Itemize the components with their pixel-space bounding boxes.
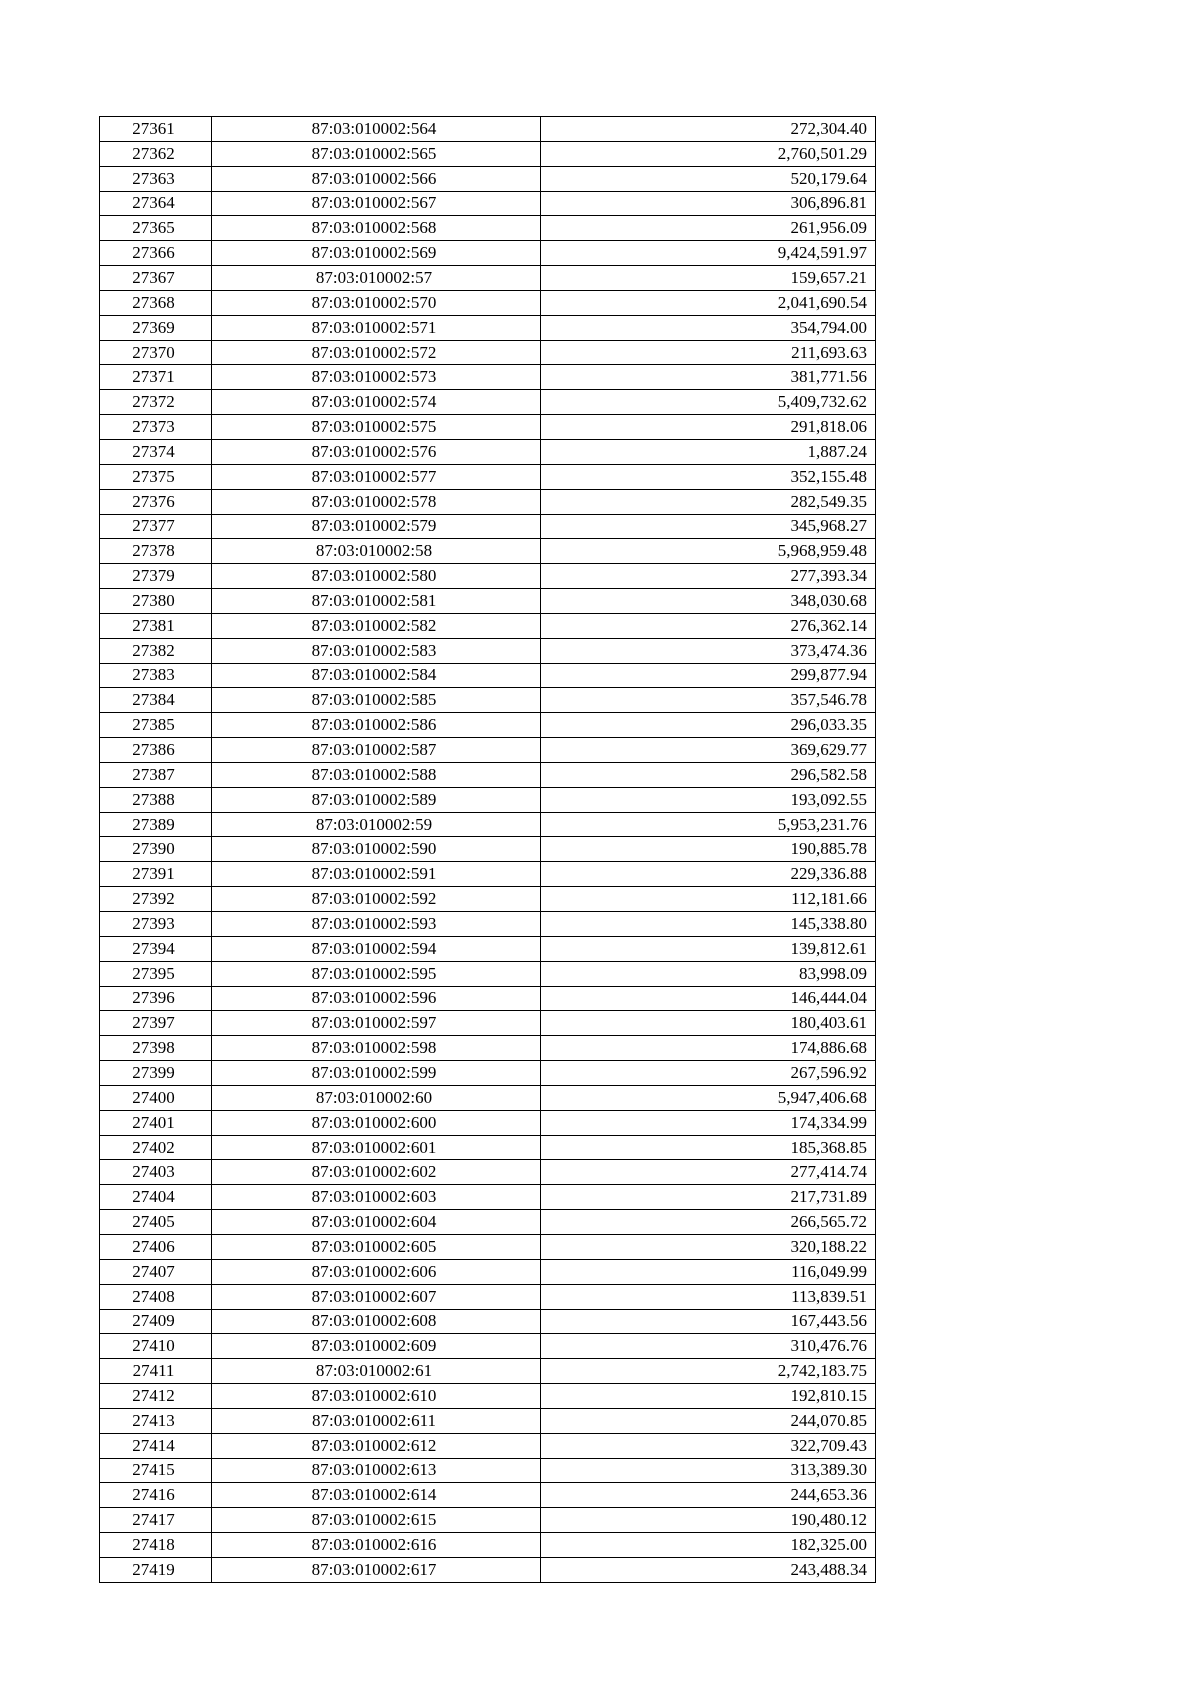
row-number-cell: 27411: [100, 1359, 212, 1384]
table-row: [100, 1384, 876, 1409]
cadastral-number-cell: 87:03:010002:581: [212, 589, 541, 614]
row-number-cell: 27387: [100, 762, 212, 787]
cadastral-number-cell: 87:03:010002:567: [212, 191, 541, 216]
table-row: [100, 663, 876, 688]
row-number-cell: 27393: [100, 912, 212, 937]
row-number-cell: 27372: [100, 390, 212, 415]
cadastral-number-cell: 87:03:010002:576: [212, 439, 541, 464]
row-number-cell: 27418: [100, 1533, 212, 1558]
row-number-cell: 27366: [100, 241, 212, 266]
cadastral-number-cell: 87:03:010002:584: [212, 663, 541, 688]
cadastral-number-cell: 87:03:010002:59: [212, 812, 541, 837]
row-number-cell: 27409: [100, 1309, 212, 1334]
row-number-cell: 27417: [100, 1508, 212, 1533]
row-number-cell: 27363: [100, 166, 212, 191]
table-row: [100, 1185, 876, 1210]
cadastral-number-cell: 87:03:010002:597: [212, 1011, 541, 1036]
row-number-cell: 27415: [100, 1458, 212, 1483]
cadastral-number-cell: 87:03:010002:573: [212, 365, 541, 390]
table-row: [100, 315, 876, 340]
table-row: [100, 762, 876, 787]
cadastral-value-cell: 2,041,690.54: [541, 290, 876, 315]
table-row: [100, 912, 876, 937]
row-number-cell: 27383: [100, 663, 212, 688]
table-row: [100, 986, 876, 1011]
cadastral-number-cell: 87:03:010002:610: [212, 1384, 541, 1409]
row-number-cell: 27396: [100, 986, 212, 1011]
cadastral-value-cell: 2,742,183.75: [541, 1359, 876, 1384]
table-row: [100, 936, 876, 961]
cadastral-value-cell: 229,336.88: [541, 862, 876, 887]
cadastral-value-cell: 296,582.58: [541, 762, 876, 787]
cadastral-value-cell: 174,886.68: [541, 1036, 876, 1061]
row-number-cell: 27408: [100, 1284, 212, 1309]
table-row: [100, 141, 876, 166]
table-row: [100, 837, 876, 862]
table-row: [100, 1085, 876, 1110]
row-number-cell: 27382: [100, 638, 212, 663]
row-number-cell: 27416: [100, 1483, 212, 1508]
table-row: [100, 713, 876, 738]
cadastral-value-cell: 9,424,591.97: [541, 241, 876, 266]
row-number-cell: 27379: [100, 564, 212, 589]
cadastral-value-cell: 5,947,406.68: [541, 1085, 876, 1110]
cadastral-number-cell: 87:03:010002:600: [212, 1110, 541, 1135]
table-row: [100, 1210, 876, 1235]
cadastral-number-cell: 87:03:010002:61: [212, 1359, 541, 1384]
table-row: [100, 266, 876, 291]
row-number-cell: 27380: [100, 589, 212, 614]
cadastral-number-cell: 87:03:010002:568: [212, 216, 541, 241]
cadastral-number-cell: 87:03:010002:57: [212, 266, 541, 291]
table-row: [100, 166, 876, 191]
cadastral-number-cell: 87:03:010002:592: [212, 887, 541, 912]
row-number-cell: 27389: [100, 812, 212, 837]
row-number-cell: 27407: [100, 1259, 212, 1284]
cadastral-value-cell: 217,731.89: [541, 1185, 876, 1210]
row-number-cell: 27361: [100, 117, 212, 142]
cadastral-number-cell: 87:03:010002:588: [212, 762, 541, 787]
row-number-cell: 27410: [100, 1334, 212, 1359]
cadastral-value-cell: 192,810.15: [541, 1384, 876, 1409]
cadastral-value-cell: 357,546.78: [541, 688, 876, 713]
cadastral-number-cell: 87:03:010002:564: [212, 117, 541, 142]
table-row: [100, 365, 876, 390]
cadastral-value-cell: 276,362.14: [541, 613, 876, 638]
cadastral-number-cell: 87:03:010002:599: [212, 1061, 541, 1086]
row-number-cell: 27390: [100, 837, 212, 862]
table-row: [100, 1458, 876, 1483]
row-number-cell: 27365: [100, 216, 212, 241]
cadastral-value-cell: 243,488.34: [541, 1557, 876, 1582]
cadastral-value-cell: 244,070.85: [541, 1408, 876, 1433]
cadastral-value-cell: 5,953,231.76: [541, 812, 876, 837]
cadastral-value-cell: 182,325.00: [541, 1533, 876, 1558]
table-body: [100, 117, 876, 1583]
table-row: [100, 564, 876, 589]
cadastral-value-cell: 112,181.66: [541, 887, 876, 912]
cadastral-value-cell: 83,998.09: [541, 961, 876, 986]
cadastral-value-cell: 145,338.80: [541, 912, 876, 937]
table-row: [100, 589, 876, 614]
cadastral-number-cell: 87:03:010002:571: [212, 315, 541, 340]
cadastral-value-cell: 185,368.85: [541, 1135, 876, 1160]
cadastral-number-cell: 87:03:010002:601: [212, 1135, 541, 1160]
table-row: [100, 1135, 876, 1160]
table-row: [100, 1011, 876, 1036]
cadastral-number-cell: 87:03:010002:598: [212, 1036, 541, 1061]
table-row: [100, 514, 876, 539]
table-row: [100, 1234, 876, 1259]
row-number-cell: 27419: [100, 1557, 212, 1582]
row-number-cell: 27388: [100, 787, 212, 812]
table-row: [100, 1309, 876, 1334]
cadastral-value-cell: 310,476.76: [541, 1334, 876, 1359]
cadastral-number-cell: 87:03:010002:574: [212, 390, 541, 415]
cadastral-number-cell: 87:03:010002:575: [212, 415, 541, 440]
cadastral-number-cell: 87:03:010002:596: [212, 986, 541, 1011]
row-number-cell: 27391: [100, 862, 212, 887]
cadastral-value-cell: 322,709.43: [541, 1433, 876, 1458]
row-number-cell: 27404: [100, 1185, 212, 1210]
table-row: [100, 489, 876, 514]
row-number-cell: 27377: [100, 514, 212, 539]
table-row: [100, 415, 876, 440]
row-number-cell: 27406: [100, 1234, 212, 1259]
cadastral-value-cell: 299,877.94: [541, 663, 876, 688]
cadastral-value-cell: 139,812.61: [541, 936, 876, 961]
row-number-cell: 27405: [100, 1210, 212, 1235]
cadastral-number-cell: 87:03:010002:582: [212, 613, 541, 638]
cadastral-number-cell: 87:03:010002:607: [212, 1284, 541, 1309]
table-row: [100, 688, 876, 713]
row-number-cell: 27384: [100, 688, 212, 713]
table-row: [100, 340, 876, 365]
table-row: [100, 961, 876, 986]
cadastral-number-cell: 87:03:010002:566: [212, 166, 541, 191]
cadastral-value-cell: 113,839.51: [541, 1284, 876, 1309]
cadastral-value-cell: 381,771.56: [541, 365, 876, 390]
cadastral-value-cell: 354,794.00: [541, 315, 876, 340]
cadastral-number-cell: 87:03:010002:579: [212, 514, 541, 539]
row-number-cell: 27368: [100, 290, 212, 315]
table-row: [100, 1061, 876, 1086]
cadastral-number-cell: 87:03:010002:617: [212, 1557, 541, 1582]
cadastral-number-cell: 87:03:010002:60: [212, 1085, 541, 1110]
table-row: [100, 290, 876, 315]
cadastral-number-cell: 87:03:010002:585: [212, 688, 541, 713]
row-number-cell: 27376: [100, 489, 212, 514]
cadastral-number-cell: 87:03:010002:578: [212, 489, 541, 514]
table-row: [100, 1259, 876, 1284]
table-row: [100, 738, 876, 763]
row-number-cell: 27386: [100, 738, 212, 763]
row-number-cell: 27381: [100, 613, 212, 638]
cadastral-number-cell: 87:03:010002:613: [212, 1458, 541, 1483]
cadastral-value-cell: 5,968,959.48: [541, 539, 876, 564]
cadastral-number-cell: 87:03:010002:580: [212, 564, 541, 589]
cadastral-number-cell: 87:03:010002:595: [212, 961, 541, 986]
cadastral-number-cell: 87:03:010002:572: [212, 340, 541, 365]
cadastral-value-cell: 352,155.48: [541, 464, 876, 489]
cadastral-number-cell: 87:03:010002:604: [212, 1210, 541, 1235]
cadastral-value-cell: 261,956.09: [541, 216, 876, 241]
cadastral-number-cell: 87:03:010002:586: [212, 713, 541, 738]
row-number-cell: 27367: [100, 266, 212, 291]
table-row: [100, 191, 876, 216]
table-row: [100, 1359, 876, 1384]
cadastral-number-cell: 87:03:010002:591: [212, 862, 541, 887]
cadastral-value-cell: 348,030.68: [541, 589, 876, 614]
table-row: [100, 1483, 876, 1508]
cadastral-number-cell: 87:03:010002:590: [212, 837, 541, 862]
row-number-cell: 27378: [100, 539, 212, 564]
cadastral-number-cell: 87:03:010002:587: [212, 738, 541, 763]
cadastral-number-cell: 87:03:010002:569: [212, 241, 541, 266]
row-number-cell: 27369: [100, 315, 212, 340]
row-number-cell: 27375: [100, 464, 212, 489]
cadastral-value-cell: 373,474.36: [541, 638, 876, 663]
cadastral-value-cell: 116,049.99: [541, 1259, 876, 1284]
cadastral-number-cell: 87:03:010002:614: [212, 1483, 541, 1508]
table-row: [100, 1408, 876, 1433]
row-number-cell: 27401: [100, 1110, 212, 1135]
row-number-cell: 27373: [100, 415, 212, 440]
cadastral-number-cell: 87:03:010002:58: [212, 539, 541, 564]
table-row: [100, 464, 876, 489]
cadastral-value-cell: 267,596.92: [541, 1061, 876, 1086]
cadastral-number-cell: 87:03:010002:608: [212, 1309, 541, 1334]
row-number-cell: 27398: [100, 1036, 212, 1061]
table-row: [100, 1160, 876, 1185]
table-row: [100, 787, 876, 812]
cadastral-value-cell: 146,444.04: [541, 986, 876, 1011]
row-number-cell: 27364: [100, 191, 212, 216]
cadastral-number-cell: 87:03:010002:589: [212, 787, 541, 812]
cadastral-value-cell: 313,389.30: [541, 1458, 876, 1483]
row-number-cell: 27402: [100, 1135, 212, 1160]
row-number-cell: 27371: [100, 365, 212, 390]
cadastral-value-cell: 369,629.77: [541, 738, 876, 763]
table-row: [100, 539, 876, 564]
table-row: [100, 613, 876, 638]
cadastral-value-cell: 211,693.63: [541, 340, 876, 365]
cadastral-value-cell: 345,968.27: [541, 514, 876, 539]
row-number-cell: 27400: [100, 1085, 212, 1110]
table-row: [100, 1334, 876, 1359]
cadastral-value-cell: 272,304.40: [541, 117, 876, 142]
table-row: [100, 887, 876, 912]
table-row: [100, 1036, 876, 1061]
cadastral-value-cell: 296,033.35: [541, 713, 876, 738]
cadastral-value-cell: 277,414.74: [541, 1160, 876, 1185]
cadastral-value-cell: 277,393.34: [541, 564, 876, 589]
cadastral-value-cell: 174,334.99: [541, 1110, 876, 1135]
cadastral-value-cell: 5,409,732.62: [541, 390, 876, 415]
cadastral-value-table: [99, 116, 876, 1583]
cadastral-value-cell: 266,565.72: [541, 1210, 876, 1235]
cadastral-value-cell: 306,896.81: [541, 191, 876, 216]
table-row: [100, 1110, 876, 1135]
cadastral-value-cell: 291,818.06: [541, 415, 876, 440]
row-number-cell: 27394: [100, 936, 212, 961]
row-number-cell: 27413: [100, 1408, 212, 1433]
cadastral-number-cell: 87:03:010002:565: [212, 141, 541, 166]
cadastral-value-cell: 159,657.21: [541, 266, 876, 291]
cadastral-value-cell: 244,653.36: [541, 1483, 876, 1508]
cadastral-number-cell: 87:03:010002:606: [212, 1259, 541, 1284]
row-number-cell: 27370: [100, 340, 212, 365]
table-row: [100, 216, 876, 241]
row-number-cell: 27392: [100, 887, 212, 912]
table-row: [100, 1557, 876, 1582]
table-row: [100, 1533, 876, 1558]
table-row: [100, 390, 876, 415]
cadastral-number-cell: 87:03:010002:609: [212, 1334, 541, 1359]
table-row: [100, 439, 876, 464]
cadastral-value-cell: 167,443.56: [541, 1309, 876, 1334]
row-number-cell: 27374: [100, 439, 212, 464]
row-number-cell: 27414: [100, 1433, 212, 1458]
cadastral-value-cell: 1,887.24: [541, 439, 876, 464]
table-row: [100, 1433, 876, 1458]
cadastral-number-cell: 87:03:010002:594: [212, 936, 541, 961]
table-row: [100, 117, 876, 142]
cadastral-value-cell: 190,480.12: [541, 1508, 876, 1533]
table-row: [100, 1508, 876, 1533]
cadastral-number-cell: 87:03:010002:603: [212, 1185, 541, 1210]
cadastral-number-cell: 87:03:010002:612: [212, 1433, 541, 1458]
table-row: [100, 1284, 876, 1309]
table-row: [100, 638, 876, 663]
row-number-cell: 27395: [100, 961, 212, 986]
cadastral-value-cell: 2,760,501.29: [541, 141, 876, 166]
row-number-cell: 27399: [100, 1061, 212, 1086]
cadastral-value-cell: 193,092.55: [541, 787, 876, 812]
row-number-cell: 27362: [100, 141, 212, 166]
cadastral-number-cell: 87:03:010002:605: [212, 1234, 541, 1259]
row-number-cell: 27385: [100, 713, 212, 738]
cadastral-number-cell: 87:03:010002:583: [212, 638, 541, 663]
table-row: [100, 862, 876, 887]
table-row: [100, 812, 876, 837]
cadastral-value-cell: 320,188.22: [541, 1234, 876, 1259]
cadastral-value-cell: 190,885.78: [541, 837, 876, 862]
cadastral-value-cell: 282,549.35: [541, 489, 876, 514]
cadastral-number-cell: 87:03:010002:616: [212, 1533, 541, 1558]
cadastral-number-cell: 87:03:010002:593: [212, 912, 541, 937]
row-number-cell: 27412: [100, 1384, 212, 1409]
cadastral-value-cell: 180,403.61: [541, 1011, 876, 1036]
cadastral-number-cell: 87:03:010002:570: [212, 290, 541, 315]
cadastral-number-cell: 87:03:010002:611: [212, 1408, 541, 1433]
row-number-cell: 27397: [100, 1011, 212, 1036]
cadastral-value-cell: 520,179.64: [541, 166, 876, 191]
table-row: [100, 241, 876, 266]
cadastral-number-cell: 87:03:010002:615: [212, 1508, 541, 1533]
cadastral-number-cell: 87:03:010002:577: [212, 464, 541, 489]
cadastral-number-cell: 87:03:010002:602: [212, 1160, 541, 1185]
row-number-cell: 27403: [100, 1160, 212, 1185]
